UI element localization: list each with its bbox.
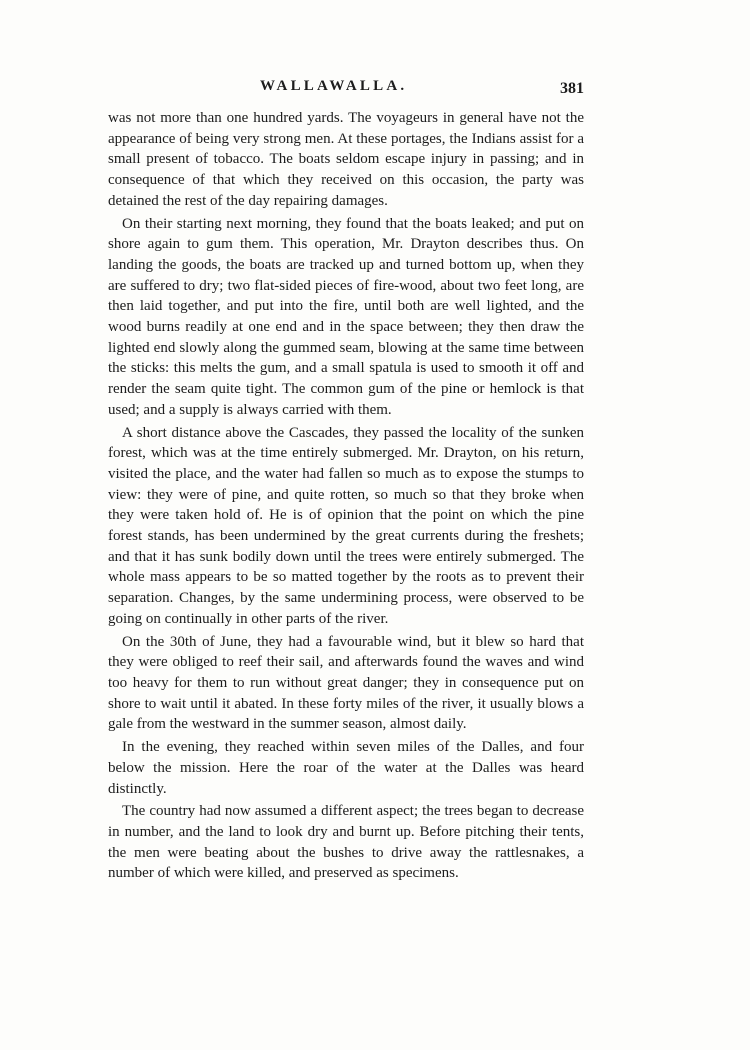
- paragraph-rattlesnakes: The country had now assumed a different aspect; the trees began to decrease in number, and the land to look dry and burnt up. Before pitching their tents, the men were beating about the bushes to drive away the rattlesnakes, a number of which were killed, and preserved as specimens.: [108, 803, 584, 882]
- body-text: [108, 108, 584, 886]
- paragraph-gumming-boats: On their starting next morning, they found that the boats leaked; and put on shore again to gum them. This operation, Mr. Drayton describes thus. On landing the goods, the boats are tracked up and turned bottom up, when they are suffered to dry; two flat-sided pieces of fire-wood, about two feet long, are then laid together, and put into the fire, until both are well lighted, and the wood burns readily at one end and in the space between; they then draw the lighted end slowly along the gummed seam, blowing at the same time between the sticks: this melts the gum, and a small spatula is used to smooth it off and render the seam quite tight. The common gum of the pine or hemlock is that used; and a supply is always carried with them.: [108, 215, 584, 418]
- page-number: 381: [560, 80, 584, 97]
- paragraph-evening-dalles: In the evening, they reached within seven miles of the Dalles, and four below the mission. Here the roar of the water at the Dalles was heard distinctly.: [108, 739, 584, 797]
- running-head: [110, 76, 584, 98]
- running-title: WALLAWALLA.: [260, 78, 408, 94]
- paragraph-continuation: was not more than one hundred yards. The voyageurs in general have not the appearance of being very strong men. At these portages, the Indians assist for a small present of tobacco. The boats seldom escape injury in passing; and in consequence of that which they received on this occasion, the party was detained the rest of the day repairing damages.: [108, 110, 584, 209]
- paragraph-favourable-wind: On the 30th of June, they had a favourable wind, but it blew so hard that they were obliged to reef their sail, and afterwards found the waves and wind too heavy for them to run without great danger; they in consequence put on shore to wait until it abated. In these forty miles of the river, it usually blows a gale from the westward in the summer season, almost daily.: [108, 633, 584, 733]
- paragraph-sunken-forest: A short distance above the Cascades, they passed the locality of the sunken forest, which was at the time entirely submerged. Mr. Drayton, on his return, visited the place, and the water had fallen so much as to expose the stumps to view: they were of pine, and quite rotten, so much so that they broke when they were taken hold of. He is of opinion that the point on which the pine forest stands, has been undermined by the great currents during the freshets; and that it has sunk bodily down until the trees were entirely submerged. The whole mass appears to be so matted together by the roots as to prevent their separation. Changes, by the same undermining process, were observed to be going on continually in other parts of the river.: [108, 424, 584, 627]
